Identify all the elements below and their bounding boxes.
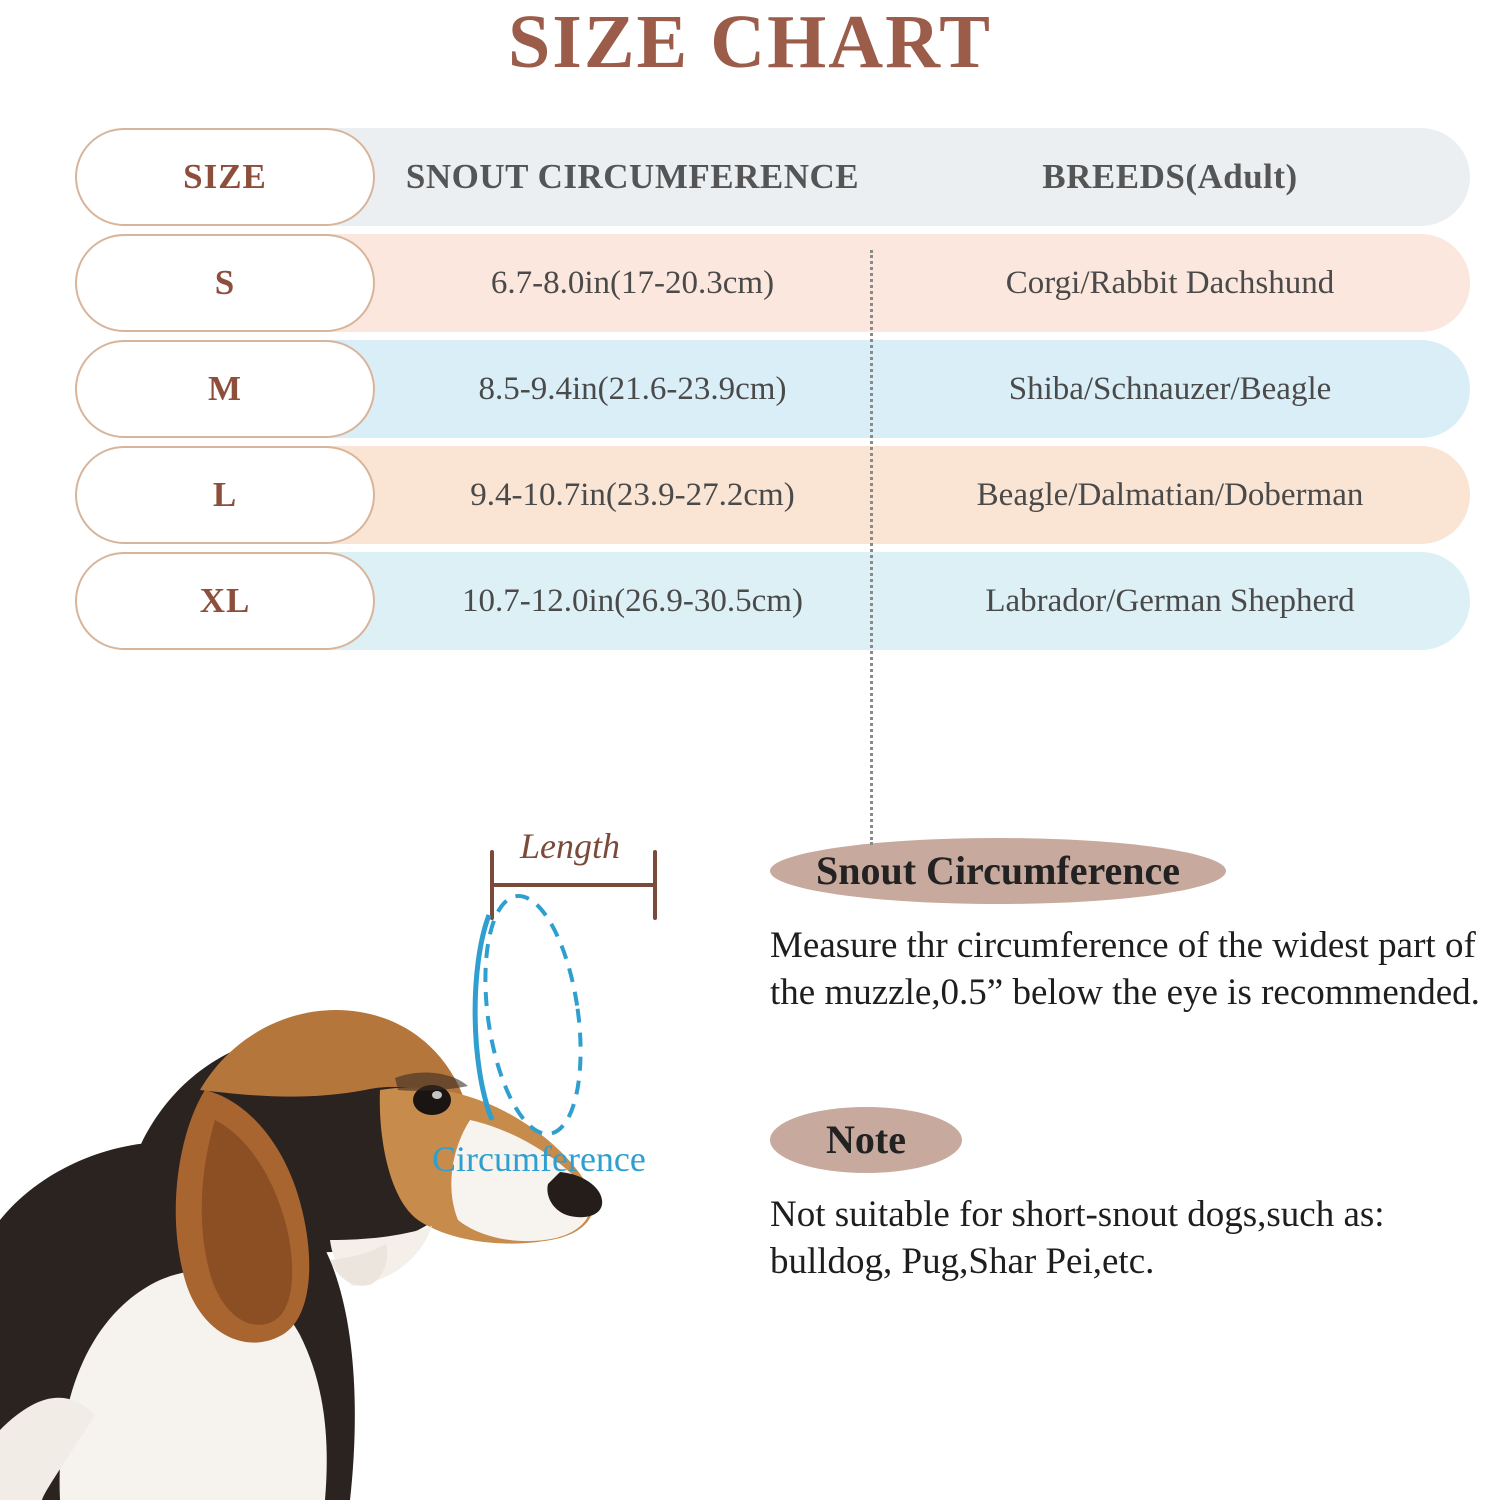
cell-snout: 9.4-10.7in(23.9-27.2cm) xyxy=(470,476,795,513)
cell-breeds: Labrador/German Shepherd xyxy=(985,582,1355,619)
circumference-label: Circumference xyxy=(432,1139,646,1179)
dog-illustration xyxy=(0,790,720,1500)
info-column xyxy=(770,838,1480,1285)
note-heading: Note xyxy=(770,1107,962,1173)
note-block xyxy=(770,1107,1480,1286)
cell-snout: 10.7-12.0in(26.9-30.5cm) xyxy=(462,582,803,619)
table-row xyxy=(75,234,1470,332)
length-label: Length xyxy=(520,826,621,866)
column-divider xyxy=(870,250,873,845)
cell-size: XL xyxy=(75,552,375,650)
cell-size: L xyxy=(75,446,375,544)
cell-breeds: Beagle/Dalmatian/Doberman xyxy=(976,476,1364,513)
cell-breeds: Corgi/Rabbit Dachshund xyxy=(1005,264,1335,301)
header-cell-size: SIZE xyxy=(75,128,375,226)
snout-circumference-heading: Snout Circumference xyxy=(770,838,1226,904)
table-header-row xyxy=(75,128,1470,226)
note-text: Not suitable for short-snout dogs,such as: bulldog, Pug,Shar Pei,etc. xyxy=(770,1193,1385,1283)
cell-size: S xyxy=(75,234,375,332)
table-row xyxy=(75,552,1470,650)
cell-snout: 6.7-8.0in(17-20.3cm) xyxy=(490,264,775,301)
table-row xyxy=(75,340,1470,438)
table-row xyxy=(75,446,1470,544)
measurement-guide-section xyxy=(0,790,1500,1500)
snout-circumference-text: Measure thr circumference of the widest part of the muzzle,0.5” below the eye is recommended. xyxy=(770,925,1480,1014)
cell-snout: 8.5-9.4in(21.6-23.9cm) xyxy=(478,370,787,407)
header-cell-snout: SNOUT CIRCUMFERENCE xyxy=(405,157,860,196)
cell-breeds: Shiba/Schnauzer/Beagle xyxy=(1008,370,1332,407)
header-cell-breeds: BREEDS(Adult) xyxy=(1042,157,1298,196)
page-title: SIZE CHART xyxy=(507,0,992,84)
size-chart-table xyxy=(75,128,1470,658)
cell-size: M xyxy=(75,340,375,438)
